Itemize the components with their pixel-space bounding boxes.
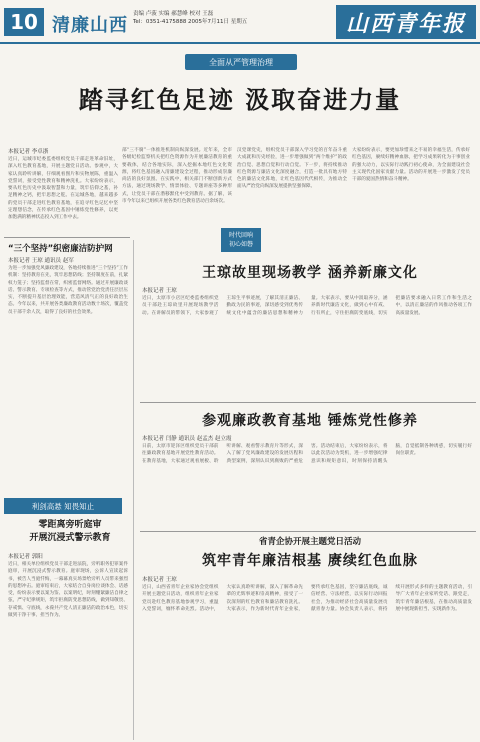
section-label-line-1: 时代回响 [228, 232, 253, 239]
divider [140, 531, 476, 532]
left-banner: 利剑高悬 知畏知止 [4, 498, 122, 514]
editors-line-2: Tel：0351-4175888 2005年7月11日 星期五 [133, 19, 248, 25]
middle-headline-2: 王琼故里现场教学 涵养新廉文化 [202, 265, 418, 281]
brand-logo: 山西青年报 [336, 5, 476, 39]
middle-reporter-2: 本报记者 王琼 [142, 288, 177, 294]
middle-reporter-4: 本报记者 王琼 [142, 577, 177, 583]
middle-body-3: 日前，太原市迎泽区组织党员干部前往廉政教育基地开展党性教育活动。在教育基地，大家通过观看展板、聆听讲解、观看警示教育片等形式，深入了解了党风廉政建设的发展历程和典型案例，深刻认识到腐败的严重危害。活动结束后，大家纷纷表示，将以此次活动为契机，进一步增强纪律意识和规矩意识，时刻保持清醒头脑，自觉抵制各种诱惑，切实履行好岗位职责。 [142, 444, 472, 464]
divider [140, 402, 476, 403]
top-col-3: 汉党课党史，组织党员干部深入学习党的百年奋斗重大成就和历史经验，进一步增强做到“两个维护”的政治自觉、思想自觉和行动自觉。下一步，将持续推动红色资源与廉洁文化深度融合，打造一批具有地方特色的廉洁文化阵地，让红色基因代代相传，为推动全面从严治党向纵深发展提供坚强保障。 [237, 148, 347, 190]
top-reporter: 本报记者 李卓浙 [8, 149, 49, 155]
middle-reporter-3: 本报记者 闫静 通讯员 赵孟杰 赵立霞 [142, 436, 232, 442]
section-label-line-2: 初心如磐 [228, 241, 253, 248]
section-label [221, 228, 261, 252]
top-headline: 踏寻红色足迹 汲取奋进力量 [78, 85, 402, 114]
top-banner: 全面从严管理治理 [185, 54, 297, 70]
divider [4, 237, 130, 238]
left-reporter-2: 本报记者 郭阳 [8, 554, 43, 560]
top-col-2: 部“三不腐”一体推进机制向纵深发展。近年来，全市各级纪检监察机关把红色资源作为开展廉洁教育的重要载体，结合各地实际，深入挖掘本地红色文化资源，将红色基因融入清廉建设全过程，推动形成崇廉尚洁的良好氛围。在实践中，相关部门不断创新方式方法，通过现场教学、情景体验、专题讲座等多种形式，让党员干部在潜移默化中受到教育。据了解，该市今年以来已组织开展各类红色教育活动百余场次。 [122, 148, 232, 205]
editors-line-1: 责编 卢菠 实编 郝慧峰 校对 王磊 [133, 11, 214, 17]
left-body-1: 为进一步加强党风廉政建设，各地持续推进“三个坚持”工作机制：坚持教育在先，筑牢思想防线；坚持制度在前，扎紧权力笼子；坚持监督在常，织密监督网络。通过开展廉政谈话、警示教育、专项检查等方式，推动管党治党责任层层压实，不断提升基层治理效能，营造风清气正的良好政治生态。今年以来，共开展各类廉政教育活动数十场次，覆盖党员干部千余人次，取得了良好的社会效果。 [8, 266, 128, 315]
middle-kicker-4: 省青企协开展主题党日活动 [258, 537, 361, 547]
editors-line [133, 10, 247, 26]
left-headline-2-line-2: 开展沉浸式警示教育 [29, 533, 111, 543]
top-col-1: 近日，运城市纪委监委组织党员干部走进革命旧址，深入红色教育基地，开展主题党日活动。参观中，大家认真聆听讲解，仔细观看图片和实物展陈，重温入党誓词，接受党性教育和精神洗礼。大家纷纷表示，要从红色历史中汲取智慧和力量，筑牢信仰之基，补足精神之钙，把牢思想之舵。在运城各地，越来越多的党员干部走进红色教育基地，在追寻红色记忆中坚定理想信念，在传承红色基因中锤炼党性修养，以更加饱满的精神状态投入到工作中去。 [8, 157, 118, 221]
middle-headline-3: 参观廉政教育基地 锤炼党性修养 [202, 413, 418, 429]
left-reporter-1: 本报记者 王琼 通讯员 赵军 [8, 258, 74, 264]
left-headline-1: “三个坚持”织密廉洁防护网 [8, 244, 113, 254]
left-headline-2-line-1: 零距离旁听庭审 [38, 520, 102, 530]
left-body-2: 近日，相关单位组织党员干部走进法院，旁听职务犯罪案件庭审，开展沉浸式警示教育。庭审现场，公诉人宣读起诉书，被告人当庭忏悔，一幕幕真实场景给旁听人员带来强烈的思想冲击。庭审结束后，大家结合自身岗位谈体会、话感受，纷纷表示要以案为鉴、以案明纪，时刻绷紧廉洁自律之弦，严守纪律规矩，筑牢拒腐防变思想防线，做到知敬畏、存戒惧、守底线，永葆共产党人清正廉洁的政治本色，切实做到干净干事、担当作为。 [8, 562, 128, 619]
middle-body-4: 近日，山西省青年企业家协会党组织开展主题党日活动，组织青年企业家党员赴红色教育基地参观学习，重温入党誓词，缅怀革命先烈。活动中，大家认真聆听讲解，深入了解革命先辈的光辉事迹和崇高精神，接受了一次深刻的红色教育和廉洁教育洗礼。大家表示，作为新时代青年企业家，要传承红色基因，坚守廉洁底线，诚信经营、守法经营，以实际行动回报社会，为推动经济社会高质量发展贡献青春力量。协会负责人表示，将持续开展形式多样的主题教育活动，引导广大青年企业家听党话、跟党走，筑牢青年廉洁根基，在推动高质量发展中展现新担当、实现新作为。 [142, 585, 472, 612]
middle-body-2: 近日，太原市小店区纪委监委组织党员干部赴王琼故里开展现场教学活动。在讲解员的带领下，大家参观了王琼生平事迹展，了解其清正廉洁、勤政为民的事迹，深切感受到优秀传统文化中蕴含的廉洁思想和精神力量。大家表示，要从中汲取养分，涵养新时代廉洁文化，做到心中有戒、行有所止，守住拒腐防变底线，切实把廉洁要求融入日常工作和生活之中，以清正廉洁的作风推动各项工作高质量发展。 [142, 296, 472, 316]
top-col-4: 大家纷纷表示，要更加珍惜来之不易的幸福生活，传承好红色基因，赓续好精神血脉，把学习成果转化为干事创业的强大动力，以实际行动践行初心使命，为全面建设社会主义现代化国家贡献力量。活动的开展进一步激发了党员干部的爱国热情和奋斗精神。 [352, 148, 470, 183]
middle-headline-4: 筑牢青年廉洁根基 赓续红色血脉 [202, 553, 418, 569]
section-name: 清廉山西 [52, 15, 128, 36]
page-number: 10 [4, 8, 44, 36]
page-header [0, 0, 480, 44]
column-divider [133, 240, 134, 740]
